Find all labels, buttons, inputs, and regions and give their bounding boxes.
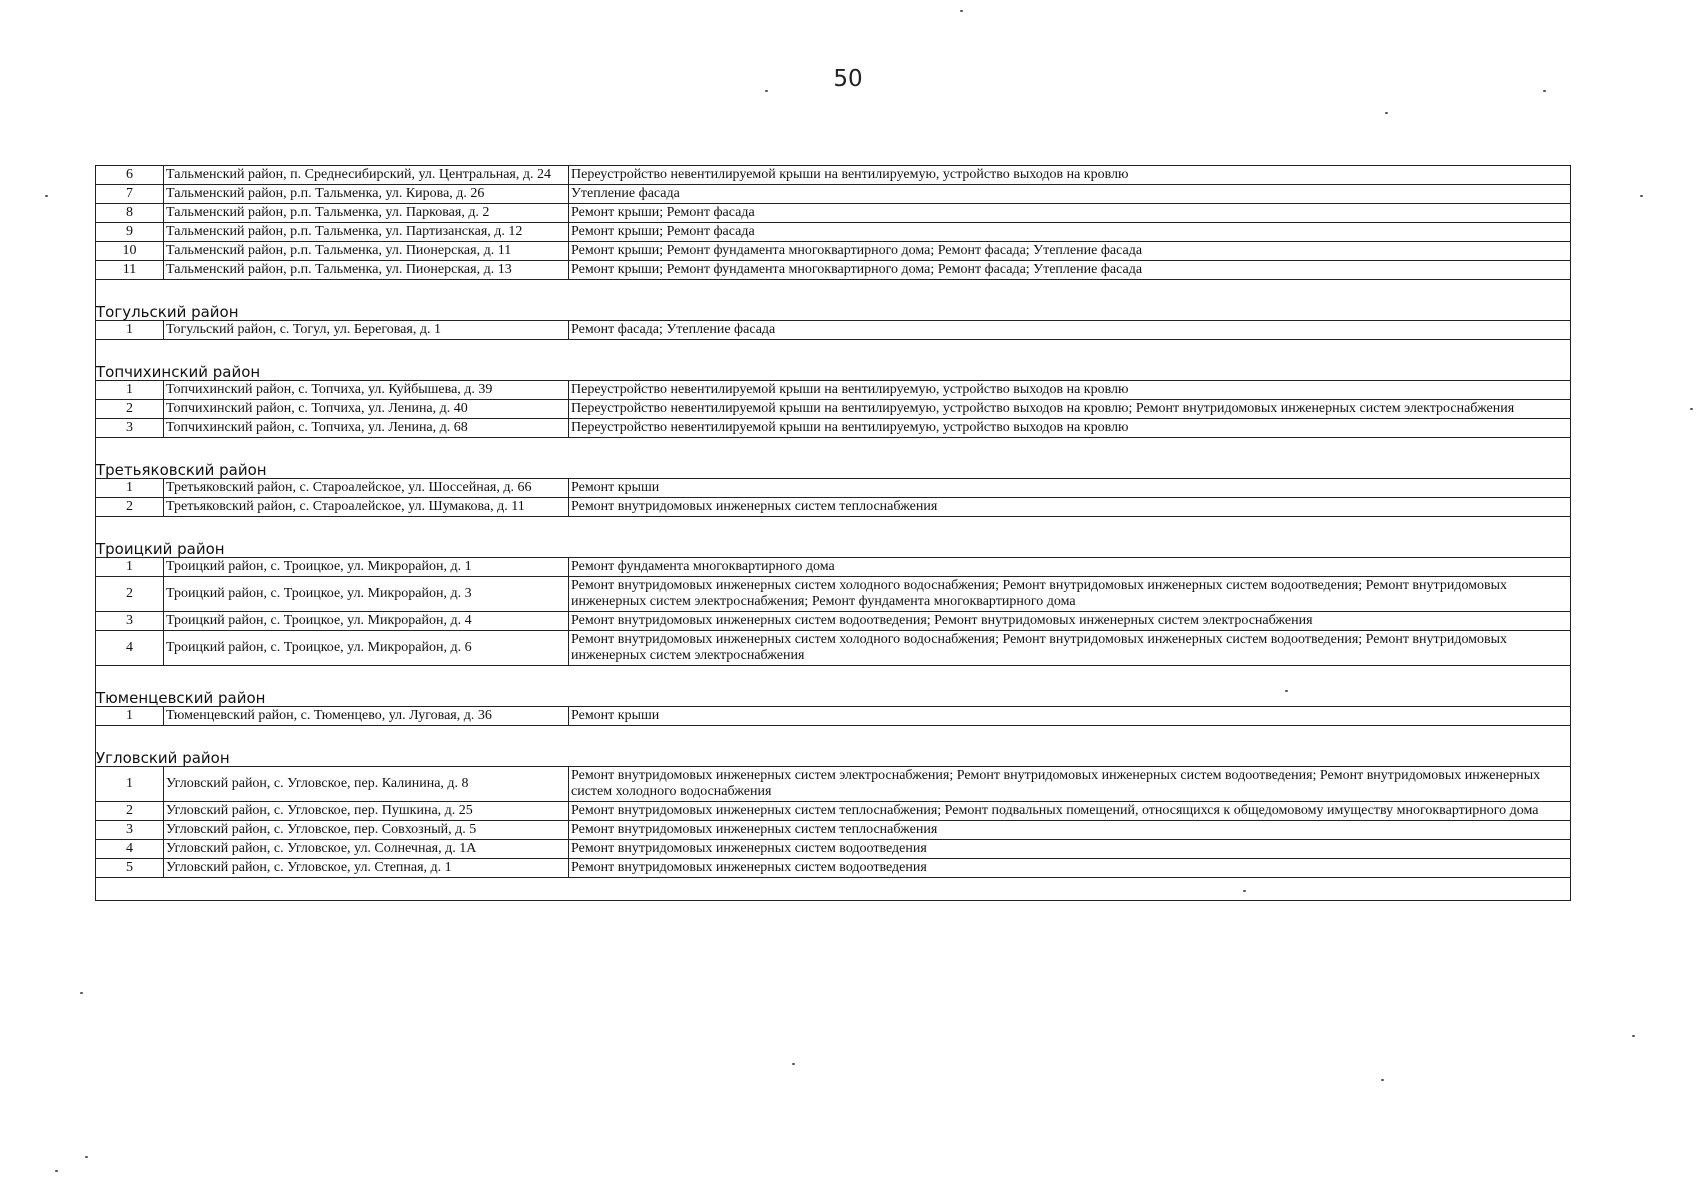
section-title: Топчихинский район	[96, 363, 261, 381]
table-row	[96, 558, 1571, 577]
row-work: Ремонт фундамента многоквартирного дома	[569, 558, 1571, 577]
row-address: Тальменский район, р.п. Тальменка, ул. Партизанская, д. 12	[164, 223, 569, 242]
table-row	[96, 498, 1571, 517]
repair-table	[95, 165, 1571, 901]
row-number: 1	[96, 381, 164, 400]
row-work: Ремонт внутридомовых инженерных систем теплоснабжения	[569, 821, 1571, 840]
row-address: Троицкий район, с. Троицкое, ул. Микрорайон, д. 1	[164, 558, 569, 577]
row-work: Ремонт крыши	[569, 707, 1571, 726]
row-address: Угловский район, с. Угловское, пер. Пушкина, д. 25	[164, 802, 569, 821]
table-row	[96, 577, 1571, 612]
scan-speck	[792, 1063, 795, 1065]
row-address: Топчихинский район, с. Топчиха, ул. Куйбышева, д. 39	[164, 381, 569, 400]
row-address: Тальменский район, п. Среднесибирский, ул. Центральная, д. 24	[164, 166, 569, 185]
row-number: 5	[96, 859, 164, 878]
table-end-row	[96, 878, 1571, 901]
row-number: 4	[96, 840, 164, 859]
row-address: Тальменский район, р.п. Тальменка, ул. Кирова, д. 26	[164, 185, 569, 204]
scan-speck	[1543, 90, 1546, 92]
page-number: 50	[833, 66, 863, 92]
row-number: 1	[96, 767, 164, 802]
row-number: 1	[96, 479, 164, 498]
row-number: 1	[96, 558, 164, 577]
row-number: 11	[96, 261, 164, 280]
table-body	[96, 166, 1571, 901]
row-address: Угловский район, с. Угловское, пер. Совхозный, д. 5	[164, 821, 569, 840]
row-number: 3	[96, 821, 164, 840]
row-work: Ремонт фасада; Утепление фасада	[569, 321, 1571, 340]
row-address: Тюменцевский район, с. Тюменцево, ул. Луговая, д. 36	[164, 707, 569, 726]
row-address: Тогульский район, с. Тогул, ул. Береговая, д. 1	[164, 321, 569, 340]
table-row	[96, 204, 1571, 223]
table-row	[96, 419, 1571, 438]
row-work: Переустройство невентилируемой крыши на вентилируемую, устройство выходов на кровлю; Ремонт внутридомовых инженерных систем электроснабжения	[569, 400, 1571, 419]
row-address: Третьяковский район, с. Староалейское, ул. Шоссейная, д. 66	[164, 479, 569, 498]
row-number: 1	[96, 321, 164, 340]
row-work: Ремонт внутридомовых инженерных систем холодного водоснабжения; Ремонт внутридомовых инженерных систем водоотведения; Ремонт внутридомовых инженерных систем электроснабжения; Ремонт фундамента многоквартирного дома	[569, 577, 1571, 612]
scan-speck	[960, 10, 963, 12]
row-number: 3	[96, 612, 164, 631]
table-row	[96, 821, 1571, 840]
row-work: Ремонт крыши; Ремонт фасада	[569, 223, 1571, 242]
row-work: Ремонт внутридомовых инженерных систем водоотведения; Ремонт внутридомовых инженерных систем электроснабжения	[569, 612, 1571, 631]
scan-speck	[80, 992, 83, 994]
table-row	[96, 802, 1571, 821]
scan-speck	[1690, 408, 1693, 410]
table-row	[96, 166, 1571, 185]
row-number: 10	[96, 242, 164, 261]
row-work: Ремонт внутридомовых инженерных систем холодного водоснабжения; Ремонт внутридомовых инженерных систем водоотведения; Ремонт внутридомовых инженерных систем электроснабжения	[569, 631, 1571, 666]
row-number: 4	[96, 631, 164, 666]
row-work: Ремонт крыши; Ремонт фасада	[569, 204, 1571, 223]
row-address: Троицкий район, с. Троицкое, ул. Микрорайон, д. 6	[164, 631, 569, 666]
row-number: 2	[96, 498, 164, 517]
table-row	[96, 631, 1571, 666]
scan-speck	[1385, 112, 1388, 114]
scan-speck	[55, 1170, 58, 1172]
table-row	[96, 321, 1571, 340]
row-number: 7	[96, 185, 164, 204]
row-address: Угловский район, с. Угловское, пер. Калинина, д. 8	[164, 767, 569, 802]
row-address: Угловский район, с. Угловское, ул. Солнечная, д. 1А	[164, 840, 569, 859]
section-header-row	[96, 340, 1571, 381]
row-work: Ремонт крыши; Ремонт фундамента многоквартирного дома; Ремонт фасада; Утепление фасада	[569, 242, 1571, 261]
row-number: 9	[96, 223, 164, 242]
row-number: 2	[96, 802, 164, 821]
row-address: Троицкий район, с. Троицкое, ул. Микрорайон, д. 3	[164, 577, 569, 612]
row-number: 3	[96, 419, 164, 438]
scan-speck	[1285, 690, 1288, 692]
row-work: Ремонт крыши; Ремонт фундамента многоквартирного дома; Ремонт фасада; Утепление фасада	[569, 261, 1571, 280]
row-address: Топчихинский район, с. Топчиха, ул. Ленина, д. 40	[164, 400, 569, 419]
table-row	[96, 261, 1571, 280]
table-row	[96, 400, 1571, 419]
table-row	[96, 612, 1571, 631]
row-work: Ремонт внутридомовых инженерных систем электроснабжения; Ремонт внутридомовых инженерных систем водоотведения; Ремонт внутридомовых инженерных систем холодного водоснабжения	[569, 767, 1571, 802]
section-title: Тогульский район	[96, 303, 239, 321]
row-number: 6	[96, 166, 164, 185]
section-header-row	[96, 517, 1571, 558]
row-work: Переустройство невентилируемой крыши на вентилируемую, устройство выходов на кровлю	[569, 419, 1571, 438]
section-title: Тюменцевский район	[96, 689, 266, 707]
row-work: Переустройство невентилируемой крыши на вентилируемую, устройство выходов на кровлю	[569, 381, 1571, 400]
section-header-row	[96, 280, 1571, 321]
section-header-row	[96, 726, 1571, 767]
row-number: 2	[96, 400, 164, 419]
row-work: Ремонт внутридомовых инженерных систем теплоснабжения; Ремонт подвальных помещений, относящихся к общедомовому имуществу многоквартирного дома	[569, 802, 1571, 821]
table-row	[96, 479, 1571, 498]
row-work: Переустройство невентилируемой крыши на вентилируемую, устройство выходов на кровлю	[569, 166, 1571, 185]
table-row	[96, 707, 1571, 726]
table-row	[96, 242, 1571, 261]
section-title: Угловский район	[96, 749, 230, 767]
row-number: 1	[96, 707, 164, 726]
scan-speck	[1381, 1079, 1384, 1081]
section-title: Троицкий район	[96, 540, 225, 558]
row-address: Троицкий район, с. Троицкое, ул. Микрорайон, д. 4	[164, 612, 569, 631]
section-header-row	[96, 666, 1571, 707]
row-address: Топчихинский район, с. Топчиха, ул. Ленина, д. 68	[164, 419, 569, 438]
row-address: Угловский район, с. Угловское, ул. Степная, д. 1	[164, 859, 569, 878]
table-row	[96, 381, 1571, 400]
scan-speck	[1243, 890, 1246, 892]
section-title: Третьяковский район	[96, 461, 267, 479]
table-row	[96, 859, 1571, 878]
scan-speck	[85, 1156, 88, 1158]
row-work: Ремонт внутридомовых инженерных систем водоотведения	[569, 840, 1571, 859]
row-work: Ремонт внутридомовых инженерных систем теплоснабжения	[569, 498, 1571, 517]
row-address: Третьяковский район, с. Староалейское, ул. Шумакова, д. 11	[164, 498, 569, 517]
section-header-row	[96, 438, 1571, 479]
row-work: Ремонт крыши	[569, 479, 1571, 498]
row-address: Тальменский район, р.п. Тальменка, ул. Парковая, д. 2	[164, 204, 569, 223]
table-row	[96, 767, 1571, 802]
table-row	[96, 223, 1571, 242]
row-number: 2	[96, 577, 164, 612]
scan-speck	[1632, 1035, 1635, 1037]
scan-speck	[1640, 195, 1643, 197]
row-address: Тальменский район, р.п. Тальменка, ул. Пионерская, д. 11	[164, 242, 569, 261]
row-work: Утепление фасада	[569, 185, 1571, 204]
table-row	[96, 840, 1571, 859]
row-work: Ремонт внутридомовых инженерных систем водоотведения	[569, 859, 1571, 878]
row-address: Тальменский район, р.п. Тальменка, ул. Пионерская, д. 13	[164, 261, 569, 280]
scan-speck	[765, 90, 768, 92]
table-row	[96, 185, 1571, 204]
scan-speck	[45, 195, 48, 197]
row-number: 8	[96, 204, 164, 223]
